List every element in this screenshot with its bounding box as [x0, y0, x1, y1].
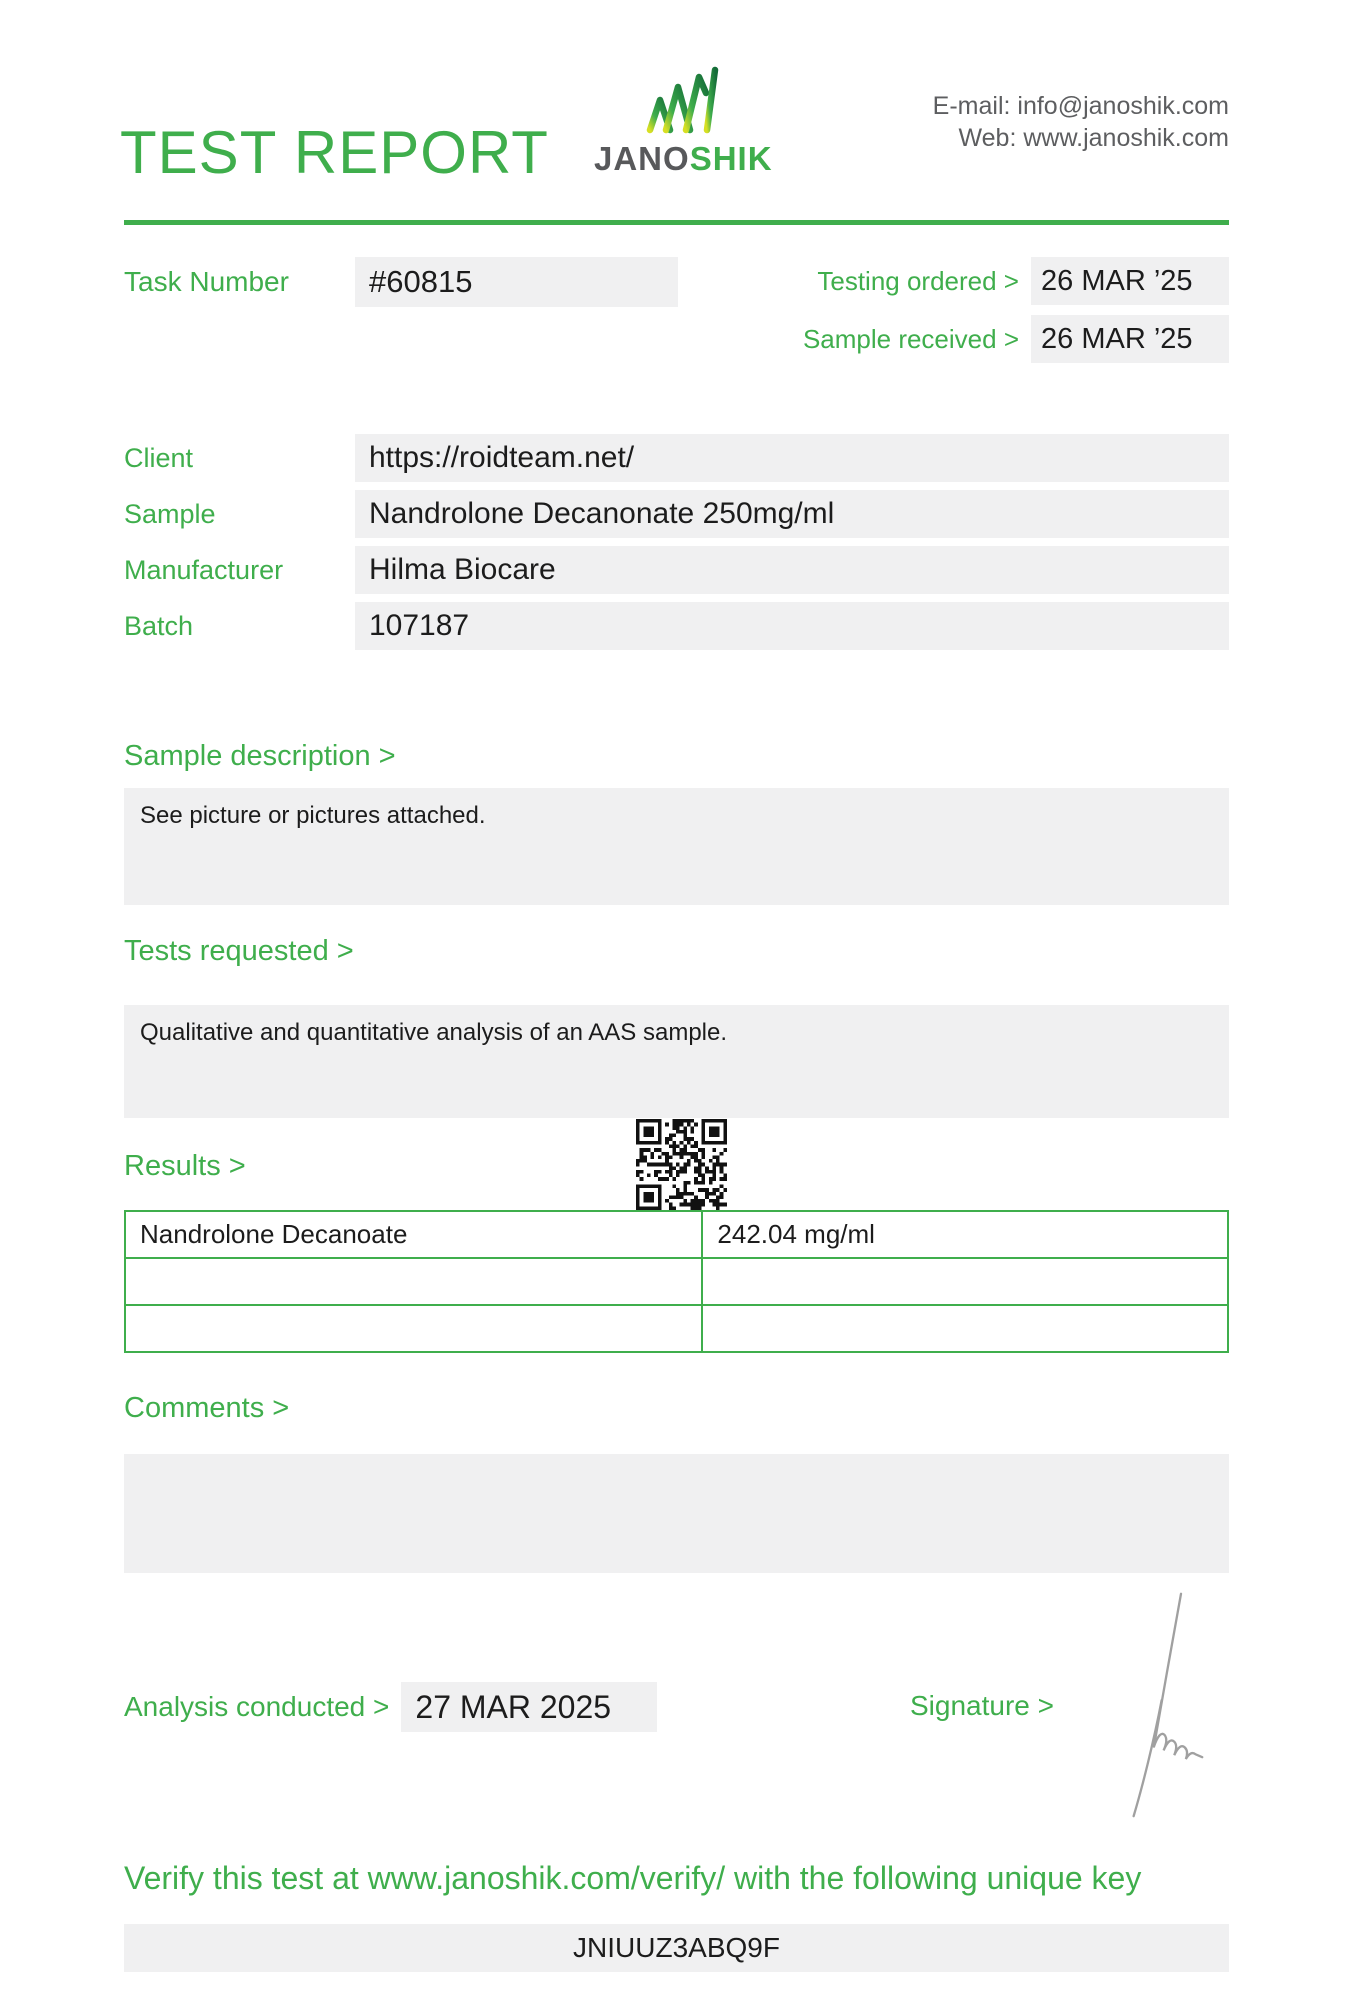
contact-email-line: [933, 90, 1229, 122]
table-row: [125, 1258, 1228, 1305]
batch-value: 107187: [355, 602, 1229, 650]
info-row-sample: [124, 490, 1229, 538]
sample-received-row: [803, 315, 1229, 363]
sample-received-label: Sample received >: [802, 323, 1019, 354]
info-row-batch: [124, 602, 1229, 650]
task-number-value: #60815: [355, 257, 678, 307]
results-table: [124, 1210, 1229, 1353]
verify-instruction: Verify this test at www.janoshik.com/verify/ with the following unique key: [124, 1860, 1142, 1896]
analysis-conducted-label: Analysis conducted >: [124, 1691, 390, 1722]
logo-chart-icon: [644, 66, 720, 138]
contact-web-line: [933, 122, 1229, 154]
email-label: E-mail:: [932, 92, 1011, 120]
sample-description-heading: Sample description >: [124, 740, 396, 772]
sample-value: Nandrolone Decanonate 250mg/ml: [355, 490, 1229, 538]
results-heading: Results >: [124, 1150, 246, 1182]
unique-key: JNIUUZ3ABQ9F: [124, 1924, 1229, 1972]
page-title: TEST REPORT: [120, 119, 549, 186]
client-label: Client: [124, 443, 194, 473]
manufacturer-value: Hilma Biocare: [355, 546, 1229, 594]
result-value: [702, 1258, 1228, 1305]
sample-info-block: [124, 434, 1229, 658]
qr-code: [636, 1119, 727, 1210]
manufacturer-label: Manufacturer: [124, 555, 284, 585]
comments-heading: Comments >: [124, 1392, 290, 1424]
task-number-row: [124, 257, 678, 307]
logo-text-jano: JANO: [594, 140, 690, 177]
result-value: [702, 1305, 1228, 1352]
info-row-manufacturer: [124, 546, 1229, 594]
header-divider: [124, 220, 1229, 225]
sample-received-date: 26 MAR ’25: [1031, 315, 1229, 363]
tests-requested-box: Qualitative and quantitative analysis of an AAS sample.: [124, 1005, 1229, 1118]
email-value: info@janoshik.com: [1017, 92, 1229, 120]
sample-label: Sample: [124, 499, 216, 529]
signature-image: [1098, 1588, 1206, 1820]
batch-label: Batch: [124, 611, 194, 641]
logo-wordmark: [594, 140, 773, 178]
contact-info: [933, 90, 1229, 154]
task-number-label: Task Number: [124, 266, 289, 297]
testing-ordered-date: 26 MAR ’25: [1031, 257, 1229, 305]
web-value: www.janoshik.com: [1023, 124, 1229, 152]
table-row: [125, 1211, 1228, 1258]
table-row: [125, 1305, 1228, 1352]
result-analyte: [125, 1258, 702, 1305]
result-analyte: Nandrolone Decanoate: [125, 1211, 702, 1258]
testing-ordered-label: Testing ordered >: [817, 265, 1019, 296]
client-value: https://roidteam.net/: [355, 434, 1229, 482]
sample-description-box: See picture or pictures attached.: [124, 788, 1229, 905]
signature-label: Signature >: [910, 1690, 1054, 1721]
testing-ordered-row: [803, 257, 1229, 305]
janoshik-logo: [594, 66, 773, 178]
info-row-client: [124, 434, 1229, 482]
tests-requested-heading: Tests requested >: [124, 935, 354, 967]
analysis-conducted-row: [124, 1682, 657, 1732]
result-value: 242.04 mg/ml: [702, 1211, 1228, 1258]
web-label: Web:: [958, 124, 1017, 152]
analysis-conducted-date: 27 MAR 2025: [401, 1682, 657, 1732]
dates-block: [803, 257, 1229, 373]
result-analyte: [125, 1305, 702, 1352]
logo-text-shik: SHIK: [689, 140, 773, 177]
comments-box: [124, 1454, 1229, 1573]
